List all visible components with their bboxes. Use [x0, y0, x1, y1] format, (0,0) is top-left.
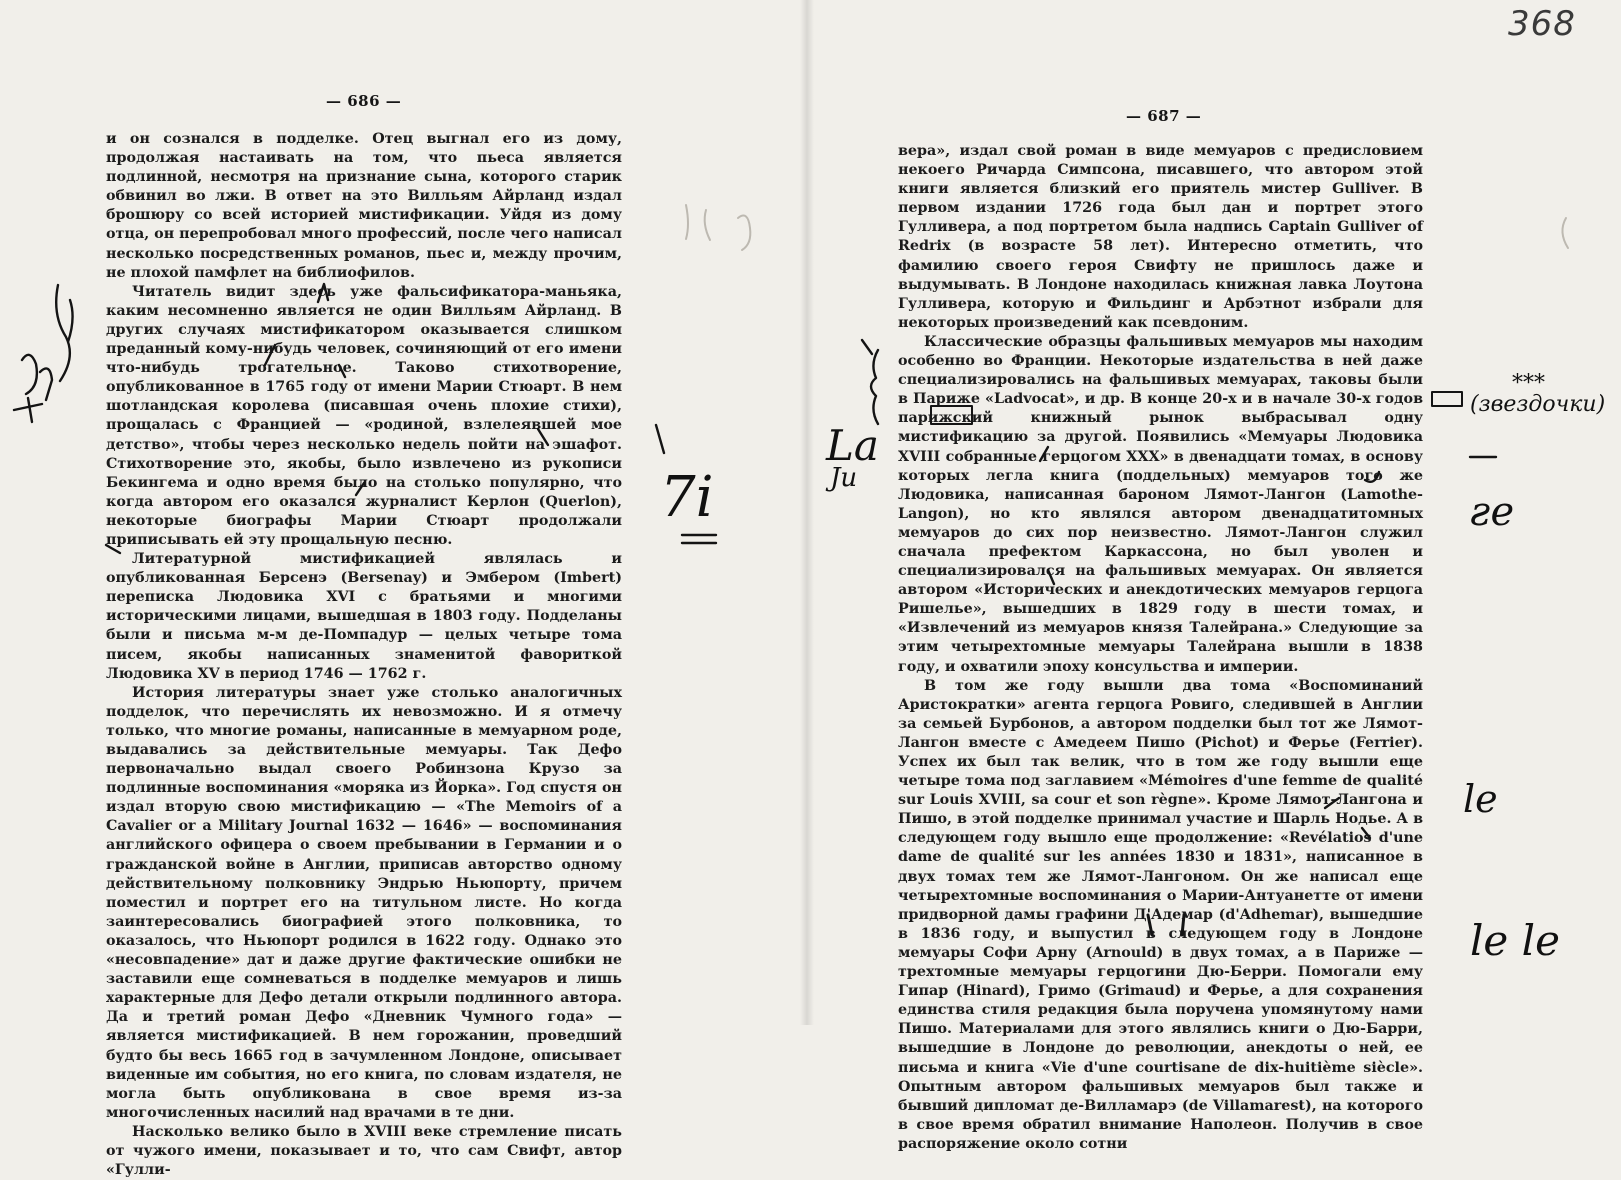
paragraph: История литературы знает уже столько аналогичных подделок, что перечислять их невозможно. И я отмечу только, что многие романы, написанные в мемуарном роде, выдавались за действительные мемуары. Так Дефо первоначально выдал своего Робинзона Крузо за подлинные воспоминания «моряка из Йорка». Год спустя он издал вторую свою мистификацию — «The Memoirs of a Cavalier or a Military Journal 1632 — 1646» — воспоминания английского офицера о своем пребывании в Германии и о гражданской войне в Англии, приписав авторство одному действительному полковнику Эндрью Ньюпорту, причем поместил и портрет его на титульном листе. Но когда заинтересовались биографией этого полковника, то оказалось, что Ньюпорт родился в 1622 году. Однако это «несовпадение» дат и даже другие фактические ошибки не заставили еще сомневаться в подделке мемуаров и лишь характерные для Дефо детали открыли подлинного автора. Да и третий роман Дефо «Дневник Чумного года» — является мистификацией. В нем горожанин, проведший будто бы весь 1665 год в зачумленном Лондоне, описывает виденные им события, но его книга, по словам издателя, не могла быть опубликована в свое время из-за многочисленных насилий над врачами в те дни.: [106, 684, 622, 1121]
archive-folio-number: 368: [1508, 4, 1576, 44]
margin-mark: [22, 355, 52, 400]
paragraph: Литературной мистификацией являлась и опубликованная Берсенэ (Bersenay) и Эмбером (Imbert) переписка Людовика XVI с братьями и многими историческими лицами, вышедшая в 1803 году. Подделаны были и письма м-м де-Помпадур — целых четыре тома писем, якобы написанных знаменитой фавориткой Людовика XV в период 1746 — 1762 г.: [106, 551, 622, 682]
page-gutter: [800, 0, 814, 1025]
handwritten-annotation: 7i: [660, 465, 714, 530]
paragraph: В том же году вышли два тома «Воспоминаний Аристократки» агента герцога Ровиго, следившей в Англии за семьей Бурбонов, а автором подделки был тот же Лямот-Лангон вместе с Амедеем Пишо (Pichot) и Ферье (Ferrier). Успех их был так велик, что в том же году вышли еще четыре тома под заглавием «Mémoires d'une femme de qualité sur Louis XVIII, sa cour et son règne». Кроме Лямот-Лангона и Пишо, в этой подделке принимал участие и Шарль Нодье. А в следующем году вышло еще продолжение: «Revélatios d'une dame de qualité sur les années 1830 и 1831», написанное в двух томах тем же Лямот-Лангоном. Он же написал еще четырехтомные воспоминания о Марии-Антуанетте от имени придворной дамы графини Д'Адемар (d'Adhemar), вышедшие в 1836 году, и выпустил в следующем году в Лондоне мемуары Софи Арну (Arnould) в двух томах, а в Париже — трехтомные мемуары герцогини Дю-Берри. Помогали ему Гипар (Hinard), Гримо (Grimaud) и Ферье, а для сохранения единства стиля редакция была поручена упомянутому нами Пишо. Материалами для этого являлись книги о Дю-Барри, вышедшие в Лондоне до революции, анекдоты о ней, ее письма и книга «Vie d'une courtisane de dix-huitième siècle». Опытным автором фальшивых мемуаров был также и бывший дипломат де-Вилламарэ (de Villamarest), на которого в свое время обратил внимание Наполеон. Получив в свое распоряжение около сотни: [898, 677, 1423, 1152]
handwritten-annotation: (звездочки): [1470, 392, 1606, 417]
paragraph: вера», издал свой роман в виде мемуаров с предисловием некоего Ричарда Симпсона, писавшего, что автором этой книги является близкий его приятель мистер Gulliver. В первом издании 1726 года был дан и портрет этого Гулливера, а под портретом была надпись Captain Gulliver of Redrix (в возрасте 58 лет). Интересно отметить, что фамилию своего героя Свифту не пришлось даже и выдумывать. В Лондоне находилась книжная лавка Лоутона Гулливера, которую и Фильдинг и Арбэтнот избрали для некоторых произведений как псевдоним.: [898, 143, 1423, 331]
handwritten-annotation: le le: [1470, 916, 1560, 965]
margin-mark: [56, 285, 72, 381]
box-mark-icon: [1432, 392, 1462, 406]
margin-mark: [14, 398, 42, 422]
left-page-text: [106, 130, 622, 1180]
handwritten-annotation: ***: [1512, 371, 1545, 396]
handwritten-annotation: Ju: [830, 463, 858, 493]
margin-mark: [656, 425, 664, 453]
right-page-text: [898, 142, 1423, 1154]
underline-mark: [682, 535, 716, 543]
caret-mark: [862, 340, 872, 354]
faint-mark: [686, 205, 710, 240]
faint-mark: [738, 216, 750, 250]
handwritten-annotation: ƨe: [1470, 489, 1515, 535]
paragraph: Насколько велико было в XVIII веке стремление писать от чужого имени, показывает и то, что сам Свифт, автор «Гулли-: [106, 1123, 622, 1179]
page-number-right: — 687 —: [1126, 107, 1202, 125]
paragraph: Классические образцы фальшивых мемуаров мы находим особенно во Франции. Некоторые издательства в ней даже специализировались на фальшивых мемуарах, таковы были в Париже «Ladvocat», и др. В конце 20-х и в начале 30-х годов парижский книжный рынок выбрасывал одну мистификацию за другой. Появились «Мемуары Людовика XVIII собранные герцогом XXX» в двенадцати томах, в основу которых легла книга (поддельных) мемуаров того же Людовика, написанная бароном Лямот-Лангон (Lamothe-Langon), но кто являлся автором двенадцатитомных мемуаров до сих пор неизвестно. Лямот-Лангон служил сначала префектом Каркассона, но был уволен и специализировался на фальшивых мемуарах. Он является автором «Исторических и анекдотических мемуаров герцога Ришелье», вышедших в 1829 году в шести томах, и «Извлечений из мемуаров князя Талейрана.» Следующие за этим четырехтомные мемуары Талейрана вышли в 1838 году, и охватили эпоху консульства и империи.: [898, 333, 1423, 675]
paragraph: Читатель видит здесь уже фальсификатора-маньяка, каким несомненно является не один Вилльям Айрланд. В других случаях мистификатором оказывается слишком преданный кому-нибудь человек, сочиняющий от его имени что-нибудь трогательное. Таково стихотворение, опубликованное в 1765 году от имени Марии Стюарт. В нем шотландская королева (писавшая очень плохие стихи), прощалась с Францией — «родиной, взлелеявшей мое детство», чтобы через несколько недель пойти на эшафот. Стихотворение это, якобы, было извлечено из рукописи Бекингема и одно время было на столько популярно, что когда автором его оказался журналист Керлон (Querlon), некоторые биографы Марии Стюарт продолжали приписывать ей эту прощальную песню.: [106, 283, 622, 548]
handwritten-annotation: le: [1463, 777, 1498, 821]
faint-mark: [1562, 218, 1568, 248]
brace-mark: [871, 350, 878, 424]
paragraph: и он сознался в подделке. Отец выгнал его из дому, продолжая настаивать на том, что пьеса является подлинной, несмотря на признание сына, которого старик обвинил во лжи. В ответ на это Вилльям Айрланд издал брошюру со всей историей мистификации. Уйдя из дому отца, он перепробовал много профессий, после чего написал несколько посредственных романов, пьес и, между прочим, не плохой памфлет на библиофилов.: [106, 131, 622, 281]
handwritten-annotation: La: [826, 421, 879, 470]
page-number-left: — 686 —: [326, 92, 402, 110]
